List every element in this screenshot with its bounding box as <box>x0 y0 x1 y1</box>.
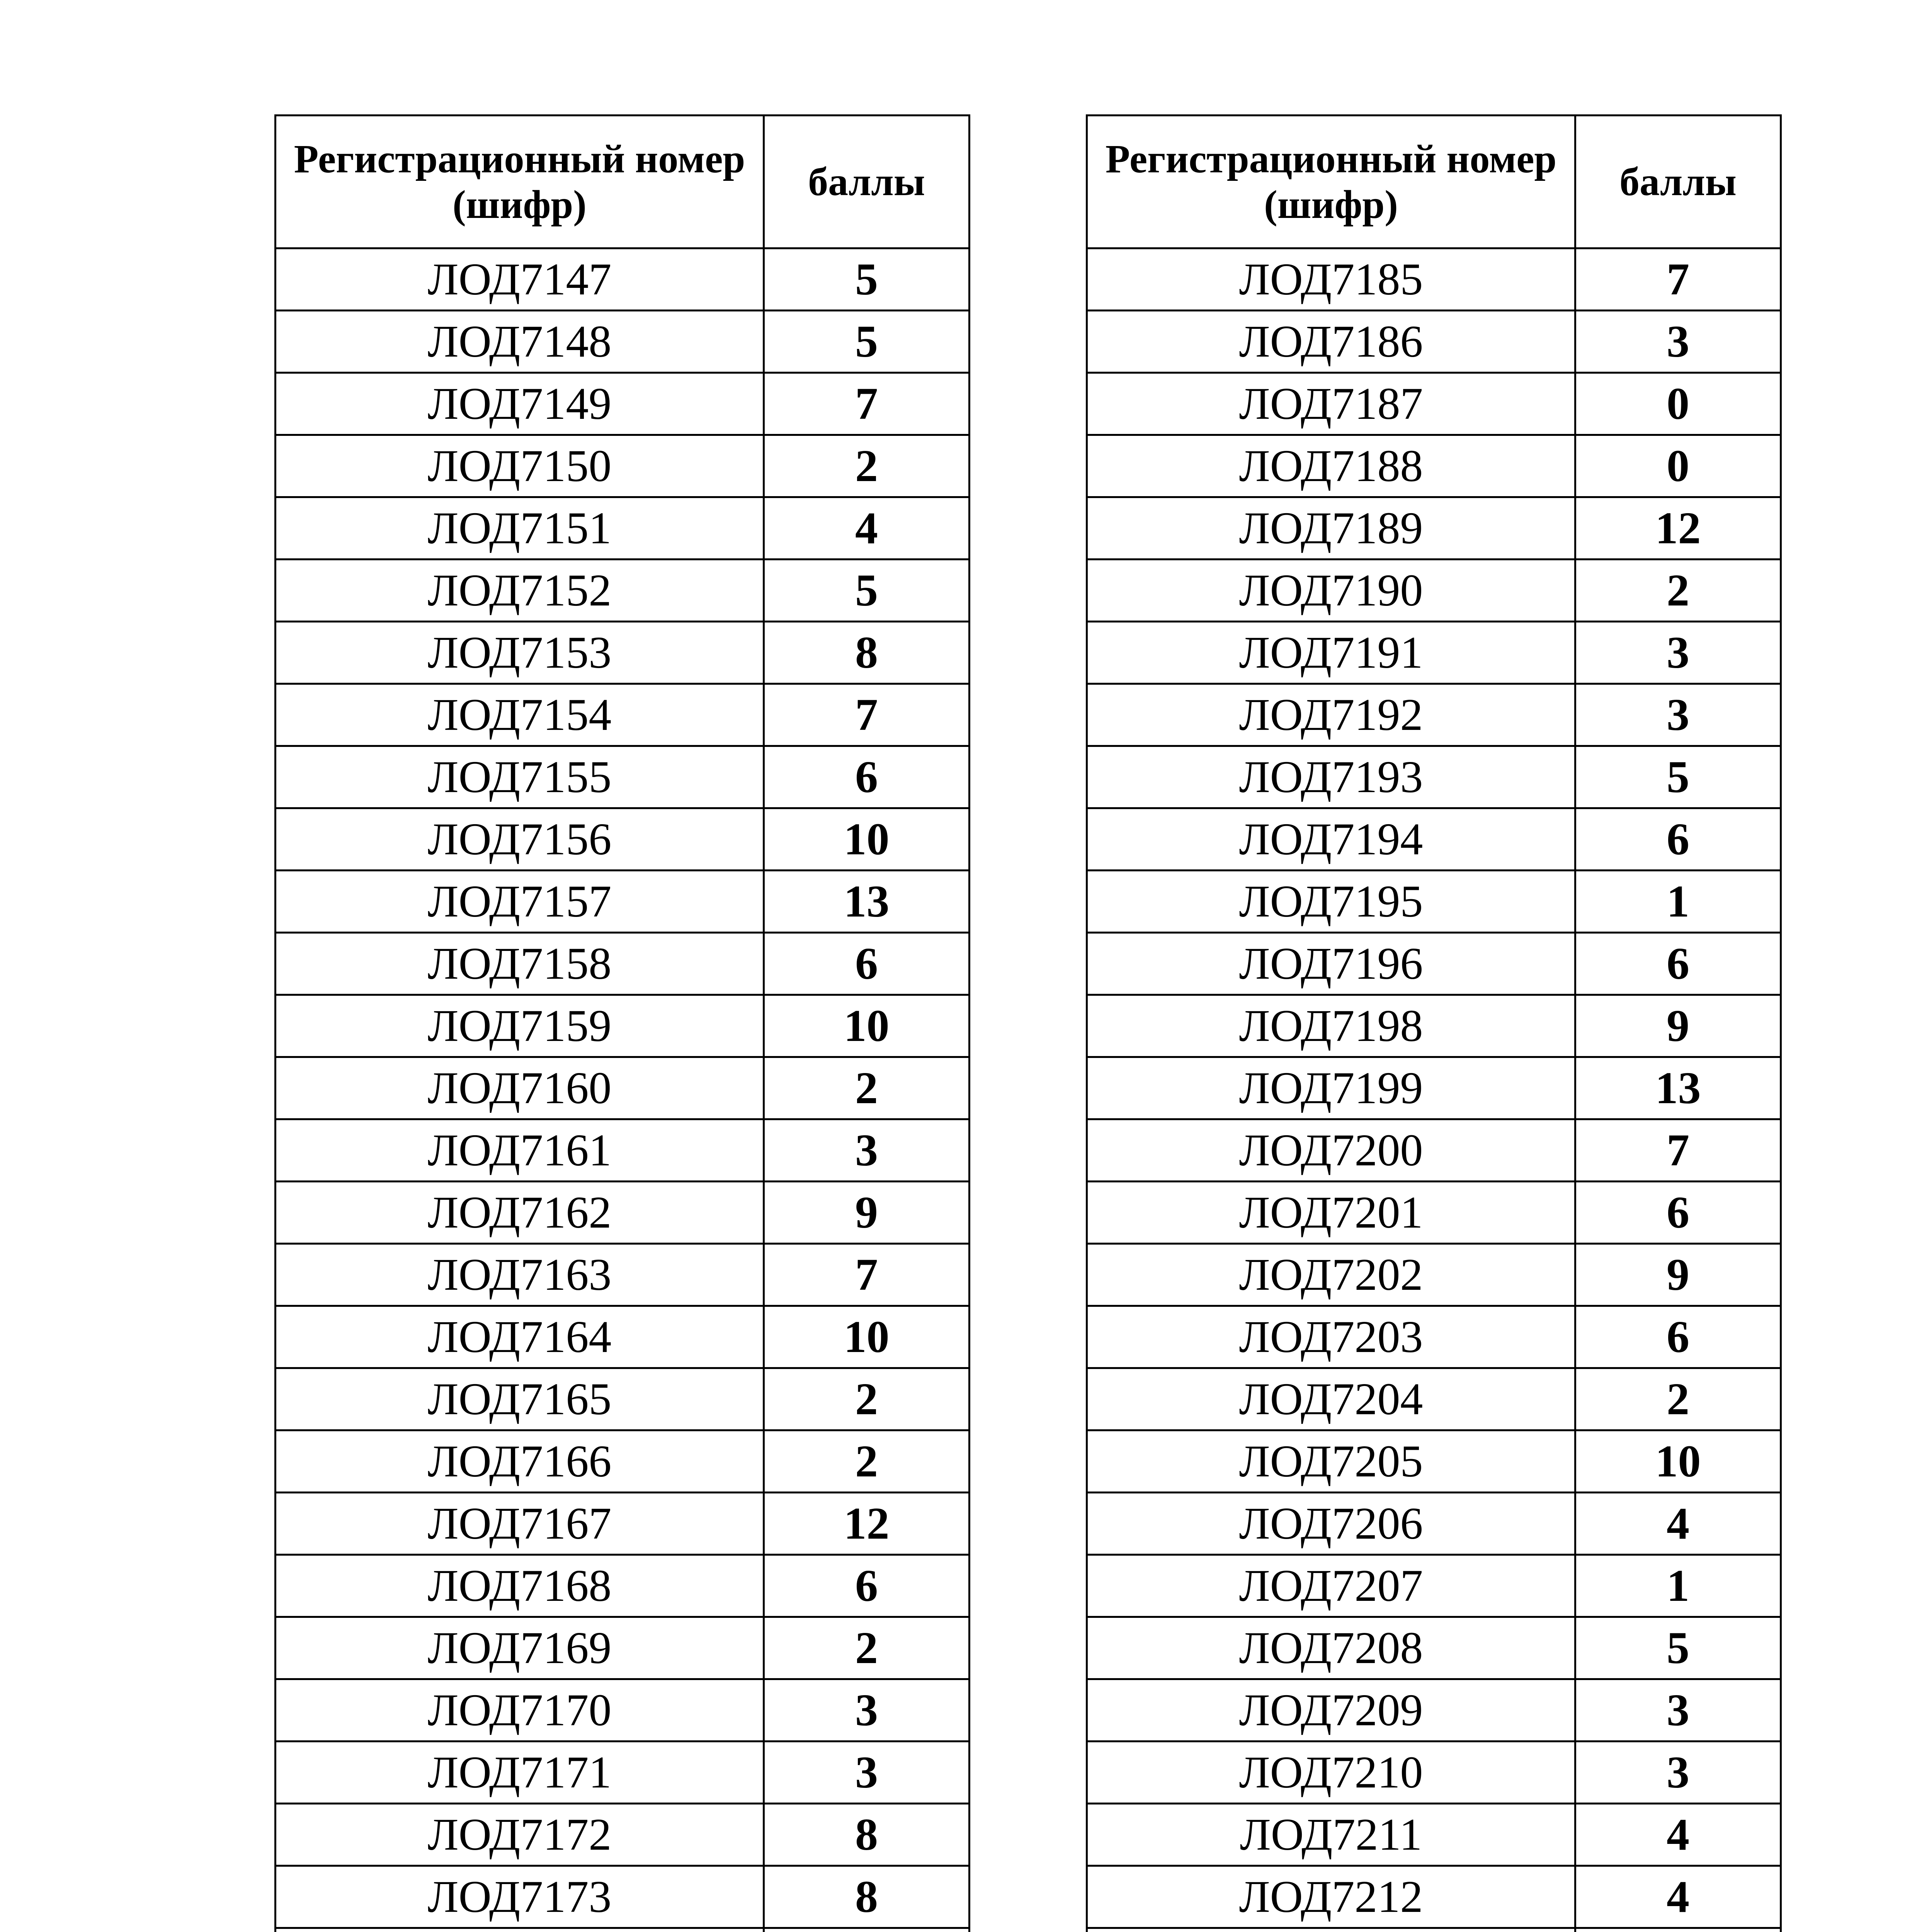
registration-code-cell: ЛОД7187 <box>1087 373 1575 435</box>
registration-code-cell: ЛОД7149 <box>276 373 764 435</box>
score-cell: 10 <box>1575 1430 1781 1493</box>
table-row <box>1087 746 1781 808</box>
registration-code-cell: ЛОД7191 <box>1087 622 1575 684</box>
registration-code-cell <box>276 1928 764 1932</box>
registration-code-cell: ЛОД7161 <box>276 1119 764 1182</box>
table-row <box>276 1617 970 1679</box>
table-row <box>1087 933 1781 995</box>
table-row <box>1087 808 1781 871</box>
table-row <box>276 1057 970 1119</box>
registration-code-cell: ЛОД7170 <box>276 1679 764 1742</box>
score-cell: 4 <box>1575 1493 1781 1555</box>
table-row <box>1087 622 1781 684</box>
registration-code-cell: ЛОД7210 <box>1087 1742 1575 1804</box>
table-row <box>276 1430 970 1493</box>
score-cell: 6 <box>1575 933 1781 995</box>
score-cell <box>1575 1928 1781 1932</box>
registration-code-cell: ЛОД7157 <box>276 871 764 933</box>
table-row <box>276 1679 970 1742</box>
table-row <box>1087 1244 1781 1306</box>
score-cell: 7 <box>1575 1119 1781 1182</box>
results-table-left <box>274 114 970 1932</box>
score-cell: 5 <box>764 560 970 622</box>
score-cell: 1 <box>1575 871 1781 933</box>
score-cell: 3 <box>764 1679 970 1742</box>
table-row <box>276 746 970 808</box>
registration-code-cell: ЛОД7165 <box>276 1368 764 1430</box>
registration-code-cell: ЛОД7206 <box>1087 1493 1575 1555</box>
registration-number-header: Регистрационный номер (шифр) <box>1087 116 1575 248</box>
score-cell: 0 <box>1575 435 1781 497</box>
score-cell: 13 <box>1575 1057 1781 1119</box>
table-row <box>276 1182 970 1244</box>
score-cell: 6 <box>764 746 970 808</box>
table-header-row <box>276 116 970 248</box>
score-cell: 10 <box>764 808 970 871</box>
registration-code-cell: ЛОД7189 <box>1087 497 1575 560</box>
score-cell: 0 <box>1575 373 1781 435</box>
table-row <box>276 808 970 871</box>
table-row <box>1087 1679 1781 1742</box>
registration-code-cell: ЛОД7154 <box>276 684 764 746</box>
points-header: баллы <box>1575 116 1781 248</box>
table-row <box>1087 1057 1781 1119</box>
table-row <box>276 684 970 746</box>
registration-code-cell: ЛОД7167 <box>276 1493 764 1555</box>
score-cell: 5 <box>764 311 970 373</box>
score-cell: 2 <box>1575 1368 1781 1430</box>
table-row <box>1087 248 1781 311</box>
registration-code-cell: ЛОД7186 <box>1087 311 1575 373</box>
score-cell: 2 <box>764 435 970 497</box>
table-row <box>276 1493 970 1555</box>
registration-code-cell: ЛОД7153 <box>276 622 764 684</box>
score-cell: 8 <box>764 1866 970 1928</box>
registration-number-header: Регистрационный номер (шифр) <box>276 116 764 248</box>
score-cell: 9 <box>1575 1244 1781 1306</box>
score-cell: 6 <box>764 933 970 995</box>
registration-code-cell: ЛОД7198 <box>1087 995 1575 1057</box>
registration-code-cell: ЛОД7160 <box>276 1057 764 1119</box>
score-cell: 8 <box>764 1804 970 1866</box>
table-row <box>276 435 970 497</box>
registration-code-cell: ЛОД7163 <box>276 1244 764 1306</box>
registration-code-cell: ЛОД7200 <box>1087 1119 1575 1182</box>
registration-code-cell: ЛОД7172 <box>276 1804 764 1866</box>
score-cell: 12 <box>764 1493 970 1555</box>
registration-code-cell: ЛОД7151 <box>276 497 764 560</box>
score-cell: 6 <box>1575 1306 1781 1368</box>
score-cell: 2 <box>1575 560 1781 622</box>
score-cell: 1 <box>1575 1555 1781 1617</box>
registration-code-cell: ЛОД7207 <box>1087 1555 1575 1617</box>
table-header-row <box>1087 116 1781 248</box>
score-cell: 3 <box>1575 1679 1781 1742</box>
table-row <box>276 560 970 622</box>
registration-code-cell: ЛОД7185 <box>1087 248 1575 311</box>
table-row <box>276 995 970 1057</box>
registration-code-cell: ЛОД7199 <box>1087 1057 1575 1119</box>
registration-code-cell: ЛОД7168 <box>276 1555 764 1617</box>
score-cell: 6 <box>1575 1182 1781 1244</box>
table-row <box>276 1244 970 1306</box>
registration-code-cell: ЛОД7169 <box>276 1617 764 1679</box>
registration-code-cell: ЛОД7159 <box>276 995 764 1057</box>
table-row <box>1087 1306 1781 1368</box>
score-cell: 9 <box>764 1182 970 1244</box>
table-row <box>276 1742 970 1804</box>
results-table-right <box>1086 114 1782 1932</box>
registration-code-cell: ЛОД7162 <box>276 1182 764 1244</box>
table-row <box>276 1804 970 1866</box>
table-row <box>1087 1430 1781 1493</box>
score-cell: 7 <box>764 1244 970 1306</box>
score-cell: 2 <box>764 1617 970 1679</box>
table-row <box>276 1119 970 1182</box>
table-row <box>1087 1804 1781 1866</box>
table-row <box>276 497 970 560</box>
table-row <box>1087 1742 1781 1804</box>
registration-code-cell: ЛОД7155 <box>276 746 764 808</box>
registration-code-cell: ЛОД7211 <box>1087 1804 1575 1866</box>
table-row <box>1087 1493 1781 1555</box>
score-cell: 2 <box>764 1057 970 1119</box>
score-cell: 6 <box>1575 808 1781 871</box>
table-row <box>276 1306 970 1368</box>
score-cell: 5 <box>1575 746 1781 808</box>
registration-code-cell: ЛОД7203 <box>1087 1306 1575 1368</box>
registration-code-cell: ЛОД7173 <box>276 1866 764 1928</box>
score-cell: 4 <box>764 497 970 560</box>
table-row <box>1087 684 1781 746</box>
score-cell: 3 <box>1575 1742 1781 1804</box>
score-cell: 2 <box>764 1430 970 1493</box>
table-row <box>1087 560 1781 622</box>
table-row <box>276 1866 970 1928</box>
registration-code-cell: ЛОД7208 <box>1087 1617 1575 1679</box>
score-cell: 7 <box>764 373 970 435</box>
score-cell: 3 <box>764 1119 970 1182</box>
table-row <box>1087 995 1781 1057</box>
score-cell: 4 <box>1575 1866 1781 1928</box>
table-row <box>276 1928 970 1932</box>
score-cell: 5 <box>764 248 970 311</box>
score-cell: 6 <box>764 1555 970 1617</box>
table-row <box>1087 871 1781 933</box>
registration-code-cell: ЛОД7212 <box>1087 1866 1575 1928</box>
table-row <box>276 1555 970 1617</box>
score-cell: 4 <box>1575 1804 1781 1866</box>
registration-code-cell: ЛОД7156 <box>276 808 764 871</box>
table-row <box>1087 1182 1781 1244</box>
registration-code-cell: ЛОД7194 <box>1087 808 1575 871</box>
registration-code-cell: ЛОД7190 <box>1087 560 1575 622</box>
points-header: баллы <box>764 116 970 248</box>
score-cell: 7 <box>764 684 970 746</box>
score-cell: 5 <box>1575 1617 1781 1679</box>
registration-code-cell: ЛОД7188 <box>1087 435 1575 497</box>
table-row <box>276 373 970 435</box>
table-row <box>276 871 970 933</box>
table-row <box>1087 1119 1781 1182</box>
score-cell: 3 <box>1575 622 1781 684</box>
registration-code-cell: ЛОД7171 <box>276 1742 764 1804</box>
score-cell: 10 <box>764 1306 970 1368</box>
table-row <box>1087 1555 1781 1617</box>
table-row <box>1087 1928 1781 1932</box>
table-row <box>1087 497 1781 560</box>
registration-code-cell: ЛОД7209 <box>1087 1679 1575 1742</box>
score-cell: 8 <box>764 622 970 684</box>
registration-code-cell: ЛОД7166 <box>276 1430 764 1493</box>
score-cell: 3 <box>764 1742 970 1804</box>
table-row <box>276 622 970 684</box>
registration-code-cell: ЛОД7201 <box>1087 1182 1575 1244</box>
table-row <box>276 311 970 373</box>
registration-code-cell: ЛОД7205 <box>1087 1430 1575 1493</box>
table-row <box>1087 435 1781 497</box>
registration-code-cell: ЛОД7152 <box>276 560 764 622</box>
registration-code-cell: ЛОД7147 <box>276 248 764 311</box>
score-cell: 10 <box>764 995 970 1057</box>
registration-code-cell <box>1087 1928 1575 1932</box>
table-row <box>1087 373 1781 435</box>
registration-code-cell: ЛОД7193 <box>1087 746 1575 808</box>
registration-code-cell: ЛОД7158 <box>276 933 764 995</box>
table-row <box>1087 1368 1781 1430</box>
score-cell: 12 <box>1575 497 1781 560</box>
registration-code-cell: ЛОД7150 <box>276 435 764 497</box>
score-cell: 3 <box>1575 311 1781 373</box>
registration-code-cell: ЛОД7202 <box>1087 1244 1575 1306</box>
score-cell: 7 <box>1575 248 1781 311</box>
registration-code-cell: ЛОД7192 <box>1087 684 1575 746</box>
score-cell: 13 <box>764 871 970 933</box>
score-cell: 3 <box>1575 684 1781 746</box>
table-row <box>276 1368 970 1430</box>
registration-code-cell: ЛОД7148 <box>276 311 764 373</box>
table-row <box>1087 1866 1781 1928</box>
score-cell: 9 <box>1575 995 1781 1057</box>
table-row <box>276 933 970 995</box>
table-row <box>1087 311 1781 373</box>
table-row <box>276 248 970 311</box>
registration-code-cell: ЛОД7196 <box>1087 933 1575 995</box>
table-row <box>1087 1617 1781 1679</box>
registration-code-cell: ЛОД7164 <box>276 1306 764 1368</box>
registration-code-cell: ЛОД7204 <box>1087 1368 1575 1430</box>
registration-code-cell: ЛОД7195 <box>1087 871 1575 933</box>
score-cell: 2 <box>764 1368 970 1430</box>
score-cell <box>764 1928 970 1932</box>
